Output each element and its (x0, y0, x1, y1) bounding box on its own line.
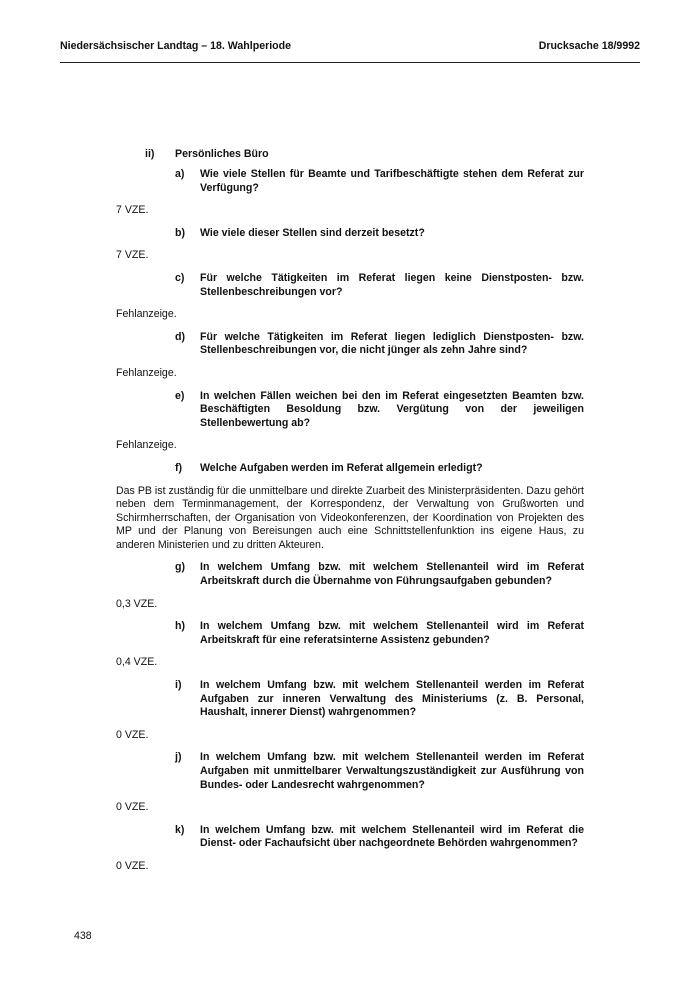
answer-g: 0,3 VZE. (116, 597, 158, 610)
answer-b: 7 VZE. (116, 249, 149, 262)
question-j (116, 751, 584, 792)
question-letter: j) (175, 751, 182, 764)
answer-c: Fehlanzeige. (116, 308, 177, 321)
question-text: Welche Aufgaben werden im Referat allgemein erledigt? (200, 461, 483, 474)
question-letter: e) (175, 389, 185, 402)
question-text: Wie viele dieser Stellen sind derzeit besetzt? (200, 226, 425, 239)
question-letter: d) (175, 330, 185, 343)
section-heading (116, 148, 584, 162)
section-number: ii) (145, 148, 155, 160)
question-b (116, 227, 584, 241)
answer-f: Das PB ist zuständig für die unmittelbare und direkte Zuarbeit des Ministerpräsidenten. Dazu gehört neben dem Terminmanagement, der Korrespondenz, der Verwaltung von Grußworten und Schirmherrschaften, der Organisation von Videokonferenzen, der Koordination von Projekten des MP und der Planung von Bereisungen auch eine Schnittstellenfunktion ins eigene Haus, zu anderen Ministerien und zu dritten Akteuren. (116, 484, 584, 551)
question-text: In welchem Umfang bzw. mit welchem Stellenanteil wird im Referat Arbeitskraft für eine referatsinterne Assistenz gebunden? (200, 620, 584, 646)
question-letter: i) (175, 679, 182, 692)
answer-k: 0 VZE. (116, 859, 149, 872)
question-i (116, 679, 584, 720)
question-text: In welchem Umfang bzw. mit welchem Stellenanteil wird im Referat die Dienst- oder Fachaufsicht über nachgeordnete Behörden wahrgenommen? (200, 823, 584, 850)
answer-d: Fehlanzeige. (116, 366, 177, 379)
question-letter: a) (175, 168, 185, 180)
header-document-number: Drucksache 18/9992 (538, 40, 640, 52)
document-body (116, 148, 584, 883)
question-c (116, 272, 584, 299)
question-text: In welchen Fällen weichen bei den im Referat eingesetzten Beamten bzw. Beschäftigten Besoldung bzw. Vergütung von der jeweiligen Stellenbewertung ab? (200, 389, 584, 429)
answer-e: Fehlanzeige. (116, 439, 177, 452)
question-text: Für welche Tätigkeiten im Referat liegen lediglich Dienstposten- bzw. Stellenbeschreibungen vor, die nicht jünger als zehn Jahre sind? (200, 330, 584, 357)
answer-j: 0 VZE. (116, 801, 149, 814)
answer-h: 0,4 VZE. (116, 656, 158, 669)
question-text: In welchem Umfang bzw. mit welchem Stellenanteil wird im Referat Arbeitskraft durch die Übernahme von Führungsaufgaben gebunden? (200, 561, 584, 588)
question-k (116, 824, 584, 851)
question-letter: c) (175, 271, 185, 284)
question-letter: k) (175, 823, 185, 836)
question-letter: h) (175, 620, 185, 633)
question-text: In welchem Umfang bzw. mit welchem Stellenanteil werden im Referat Aufgaben mit unmittelbarer Verwaltungszuständigkeit zur Ausführung von Bundes- oder Landesrecht wahrgenommen? (200, 751, 584, 791)
page-header (60, 38, 640, 63)
question-letter: b) (175, 226, 185, 239)
answer-i: 0 VZE. (116, 728, 149, 741)
question-f (116, 462, 584, 476)
question-letter: g) (175, 561, 185, 574)
section-title: Persönliches Büro (175, 148, 269, 160)
page-number: 438 (74, 930, 92, 942)
question-g (116, 561, 584, 588)
question-a (116, 168, 584, 195)
question-e (116, 390, 584, 431)
header-parliament: Niedersächsischer Landtag – 18. Wahlperiode (60, 40, 291, 52)
question-d (116, 331, 584, 358)
question-text: Wie viele Stellen für Beamte und Tarifbeschäftigte stehen dem Referat zur Verfügung? (200, 168, 584, 194)
question-h (116, 620, 584, 647)
answer-a: 7 VZE. (116, 204, 149, 217)
question-text: Für welche Tätigkeiten im Referat liegen keine Dienstposten- bzw. Stellenbeschreibungen vor? (200, 271, 584, 298)
question-letter: f) (175, 461, 183, 474)
question-text: In welchem Umfang bzw. mit welchem Stellenanteil werden im Referat Aufgaben zur inneren Verwaltung des Ministeriums (z. B. Personal, Haushalt, innerer Dienst) wahrgenommen? (200, 679, 584, 719)
